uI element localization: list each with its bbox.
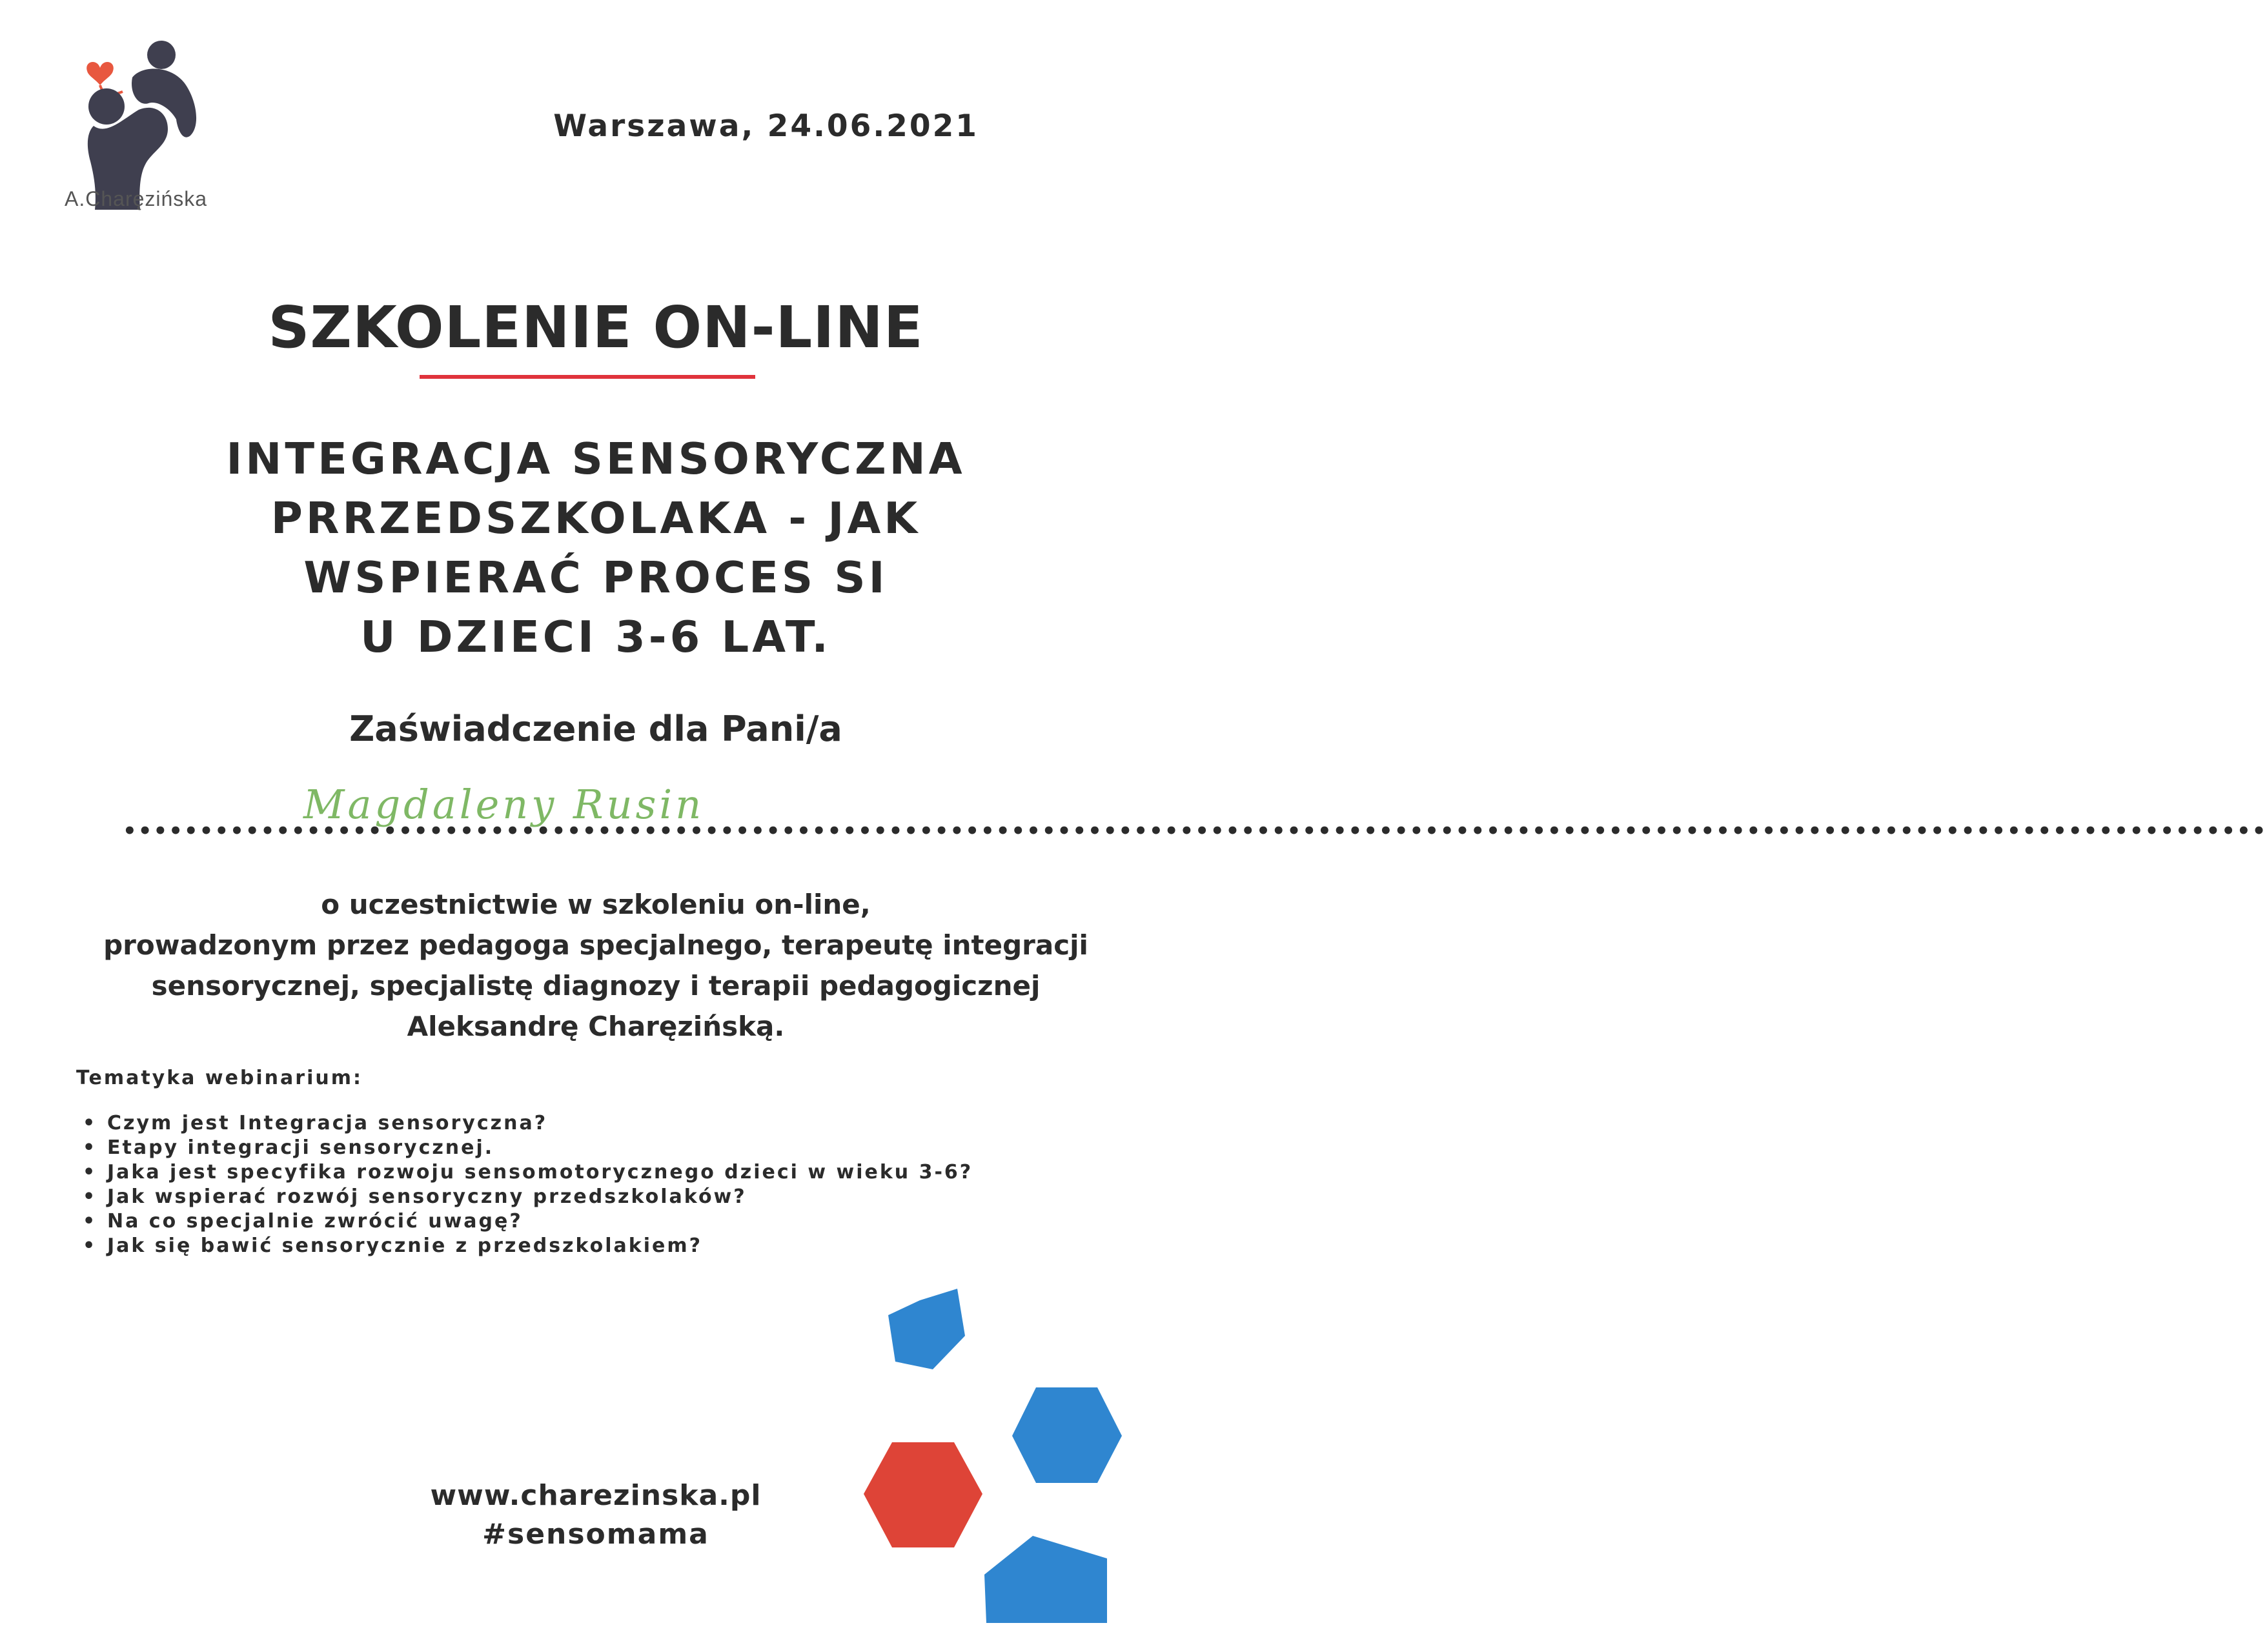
heart-icon [86,62,114,85]
description-line: Aleksandrę Charęzińską. [407,1011,785,1042]
subtitle-line: U DZIECI 3-6 LAT. [360,612,831,662]
child-head [147,41,176,69]
subtitle-line: INTEGRACJA SENSORYCZNA [226,434,966,484]
recipient-handwritten-name: Magdaleny Rusin [303,781,705,828]
description-line: prowadzonym przez pedagoga specjalnego, terapeutę integracji [103,929,1088,961]
subtitle-line: WSPIERAĆ PROCES SI [303,552,888,603]
date-place: Warszawa, 24.06.2021 [553,108,979,144]
course-subtitle [129,429,1062,667]
topic-item: • Czym jest Integracja sensoryczna? [83,1111,973,1136]
participation-description [77,884,1114,1047]
subtitle-line: PRRZEDSZKOLAKA - JAK [270,493,921,543]
topic-item: • Jak się bawić sensorycznie z przedszkolakiem? [83,1234,973,1258]
dotted-line: •••••••••••••••••••••••••••••••••••••••••••••••••••••••••••••••••••••••••••••••••••••••••••••••••••••••••••••••••••••••••••••••••••••••••••• [123,818,2267,844]
topic-item: • Jaka jest specyfika rozwoju sensomotorycznego dzieci w wieku 3-6? [83,1160,973,1185]
brand-name: A.Charęzińska [65,187,208,210]
certificate-heading: Zaświadczenie dla Pani/a [349,709,842,749]
topic-item: • Etapy integracji sensorycznej. [83,1136,973,1160]
website-link[interactable]: www.charezinska.pl [430,1479,762,1512]
page-title: SZKOLENIE ON-LINE [268,294,924,361]
topics-heading: Tematyka webinarium: [76,1067,363,1089]
topic-item: • Na co specjalnie zwrócić uwagę? [83,1209,973,1234]
topic-item: • Jak wspierać rozwój sensoryczny przedszkolaków? [83,1185,973,1209]
title-underline [420,375,755,379]
description-line: o uczestnictwie w szkoleniu on-line, [321,889,871,920]
hashtag: #sensomama [482,1518,709,1551]
description-line: sensorycznej, specjalistę diagnozy i terapii pedagogicznej [151,970,1041,1002]
hexagon-blue-right [1012,1387,1122,1483]
topics-list [83,1111,973,1258]
parent-head [88,88,125,125]
hexagon-blue-top [888,1289,965,1369]
